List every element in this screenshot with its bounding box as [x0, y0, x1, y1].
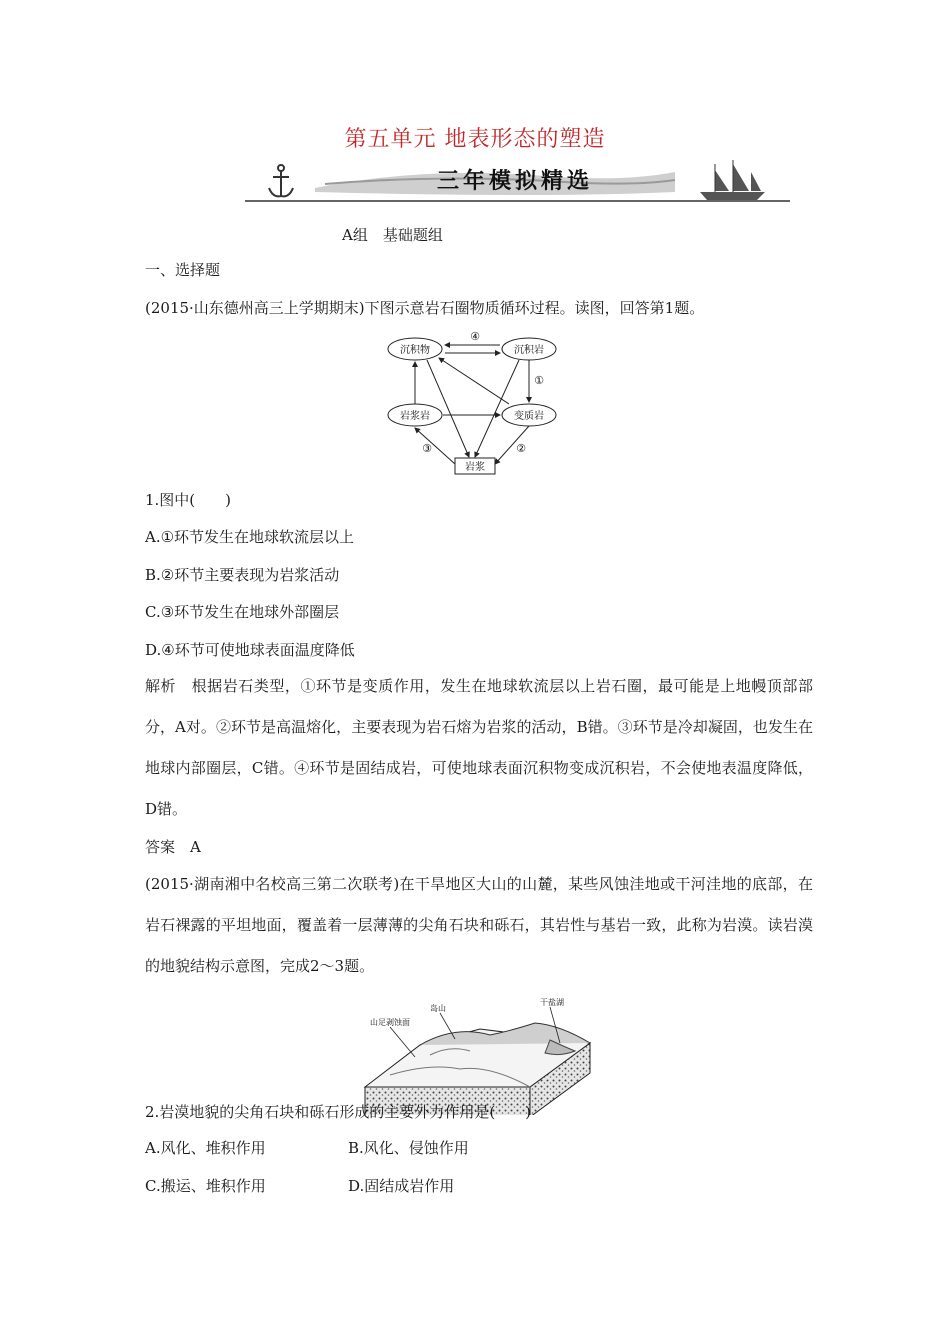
section-heading: 一、选择题	[145, 261, 221, 279]
question-intro-2: (2015·湖南湘中名校高三第二次联考)在干旱地区大山的山麓，某些风蚀洼地或干河洼地的底部，在岩石裸露的平坦地面，覆盖着一层薄薄的尖角石块和砾石，其岩性与基岩一致，此称为岩漠。读岩漠的地貌结构示意图，完成2～3题。	[145, 875, 813, 975]
label-2: ②	[516, 442, 526, 455]
q2-option-a: A.风化、堆积作用	[145, 1139, 266, 1157]
label-dry-salt-lake: 干盐湖	[540, 998, 564, 1007]
analysis-paragraph	[145, 666, 813, 830]
group-title: A组 基础题组	[342, 226, 443, 244]
q1-stem: 1.图中( )	[145, 491, 232, 509]
answer-line: 答案 A	[145, 838, 201, 856]
anchor-icon	[269, 165, 293, 196]
node-metamorphic-rock: 变质岩	[514, 411, 544, 422]
rock-cycle-diagram	[383, 330, 568, 478]
banner-title: 三年模拟精选	[436, 169, 593, 194]
q2-option-c: C.搬运、堆积作用	[145, 1177, 266, 1195]
analysis-label: 解析	[145, 677, 177, 695]
question-intro-1: (2015·山东德州高三上学期期末)下图示意岩石圈物质循环过程。读图，回答第1题。	[145, 299, 705, 317]
q2-option-b: B.风化、侵蚀作用	[348, 1139, 469, 1157]
label-3: ③	[422, 442, 432, 455]
node-igneous-rock: 岩浆岩	[400, 411, 430, 422]
node-sedimentary-rock: 沉积岩	[514, 345, 544, 356]
label-pediment: 山足剥蚀面	[370, 1018, 410, 1027]
rock-desert-diagram	[360, 995, 592, 1115]
node-sediment: 沉积物	[400, 345, 430, 356]
q1-option-a: A.①环节发生在地球软流层以上	[145, 528, 355, 546]
q2-stem: 2.岩漠地貌的尖角石块和砾石形成的主要外力作用是( )	[145, 1103, 532, 1121]
label-4: ④	[470, 330, 480, 343]
q1-option-d: D.④环节可使地球表面温度降低	[145, 641, 355, 659]
node-magma: 岩浆	[465, 462, 485, 473]
unit-title: 第五单元 地表形态的塑造	[344, 127, 606, 152]
ship-icon	[700, 160, 765, 200]
q2-option-d: D.固结成岩作用	[348, 1177, 455, 1195]
label-1: ①	[534, 374, 544, 387]
section-banner	[245, 158, 790, 206]
q1-option-c: C.③环节发生在地球外部圈层	[145, 603, 340, 621]
label-island-mountain: 岛山	[430, 1004, 446, 1013]
analysis-text: 根据岩石类型，①环节是变质作用，发生在地球软流层以上岩石圈，最可能是上地幔顶部部分，A对。②环节是高温熔化，主要表现为岩石熔为岩浆的活动，B错。③环节是冷却凝固，也发生在地球内部圈层，C错。④环节是固结成岩，可使地球表面沉积物变成沉积岩，不会使地表温度降低，D错。	[145, 677, 813, 818]
q1-option-b: B.②环节主要表现为岩浆活动	[145, 566, 340, 584]
